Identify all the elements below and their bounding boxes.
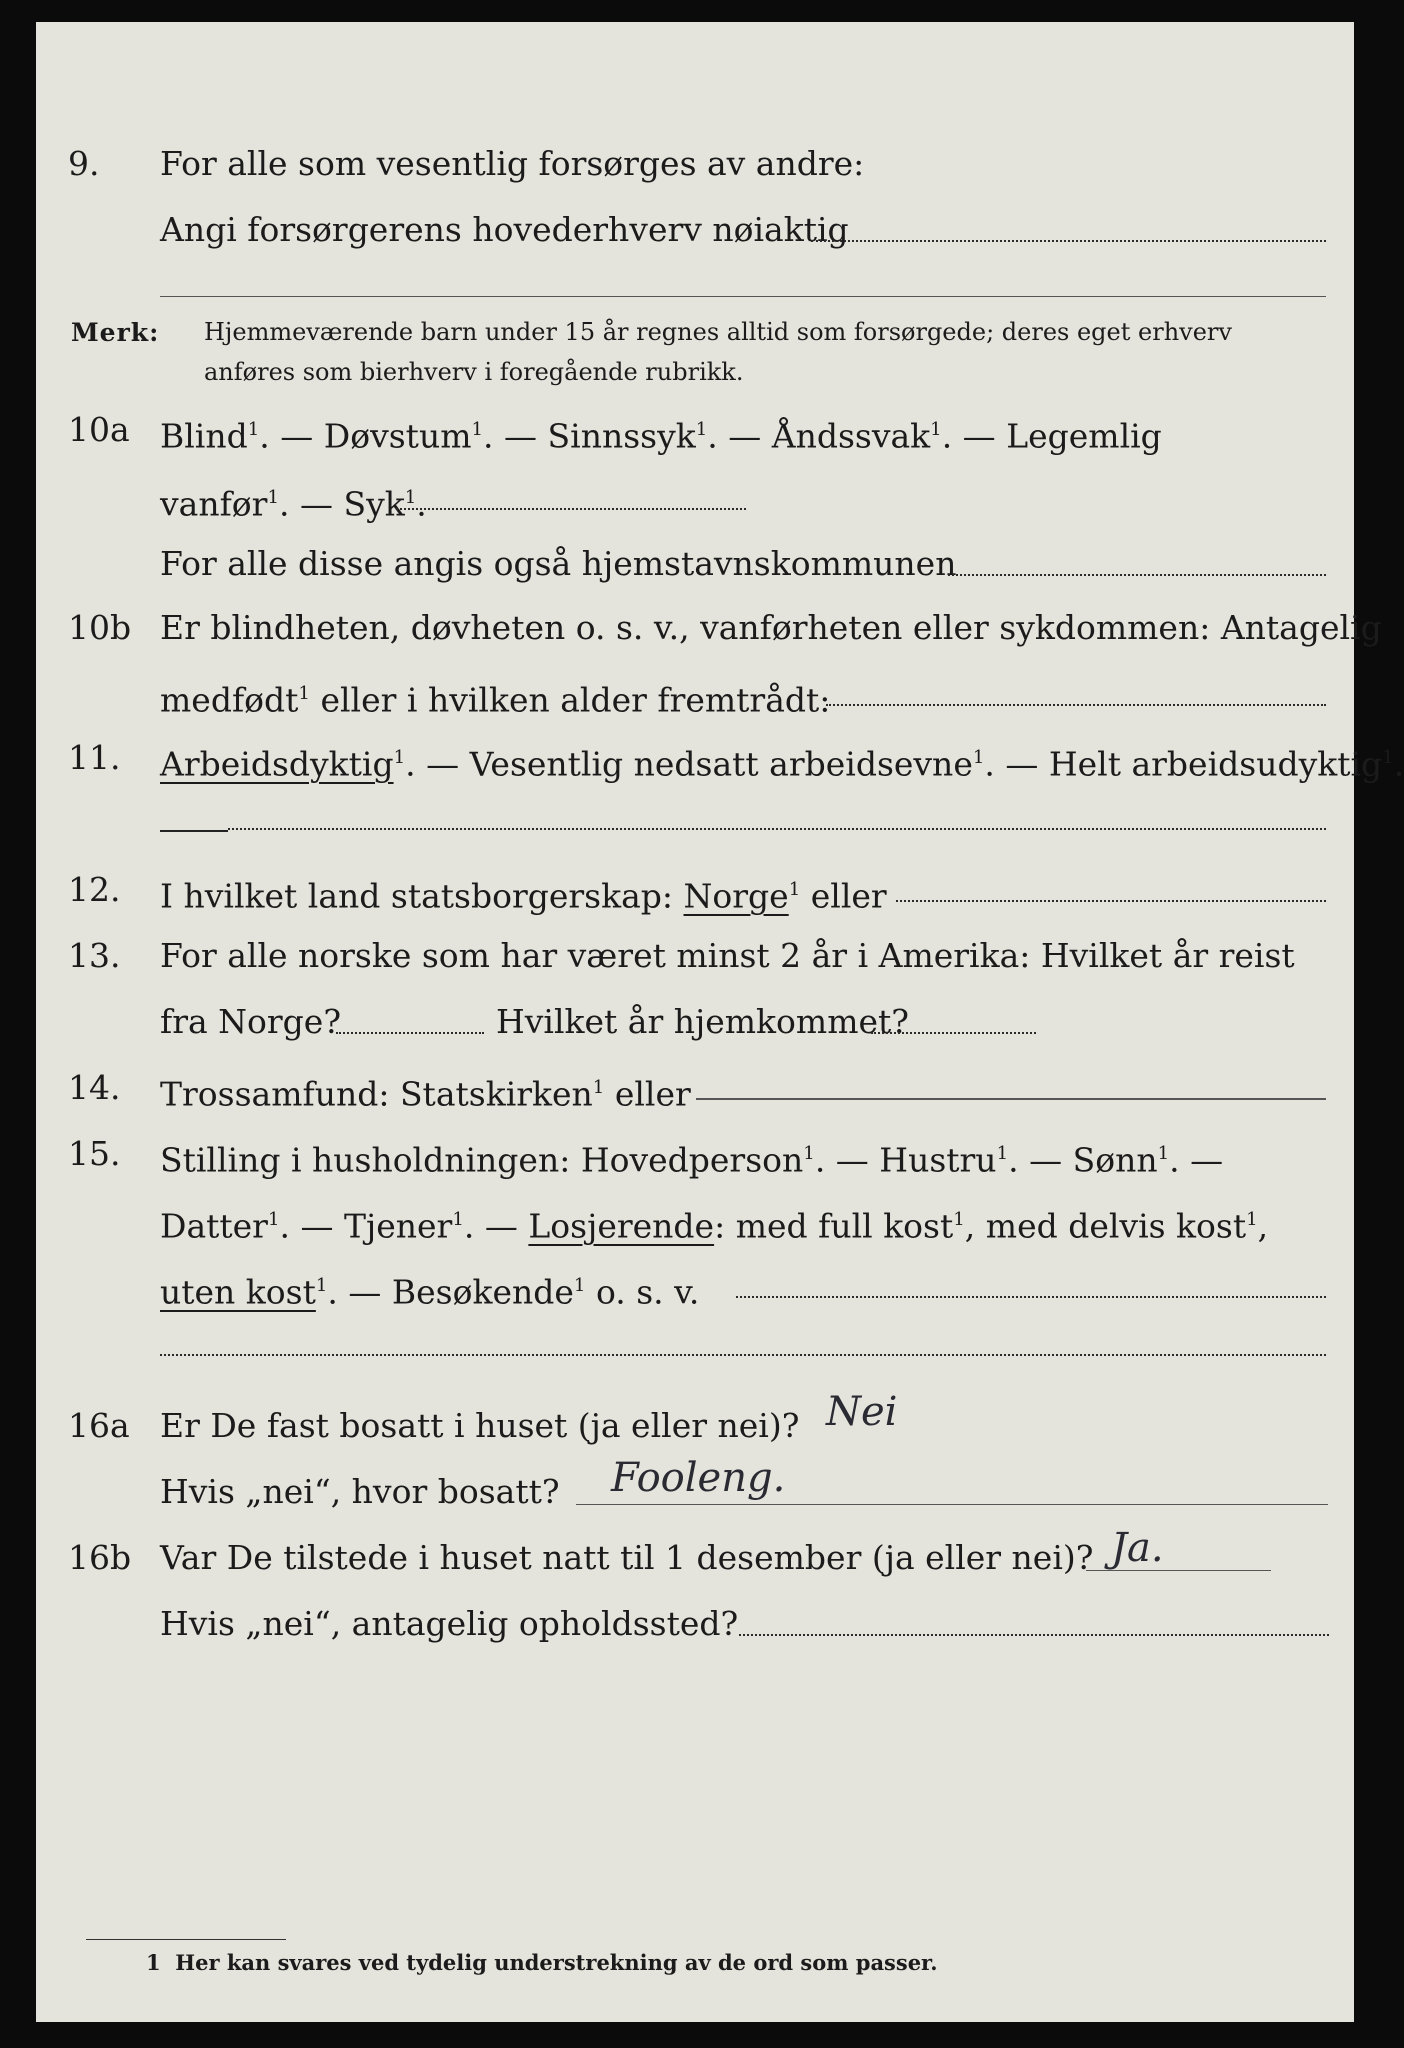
question-number: 15. <box>68 1134 121 1173</box>
question-13-line2 <box>36 1002 1354 1042</box>
question-number: 16b <box>68 1538 132 1577</box>
question-text: fra Norge? <box>160 1002 342 1041</box>
answer-line[interactable] <box>228 828 1326 830</box>
question-text: Var De tilstede i huset natt til 1 desember (ja eller nei)? <box>160 1538 1094 1577</box>
form-page <box>36 22 1404 2022</box>
question-16a <box>36 1389 1354 1446</box>
question-16b-line2 <box>36 1604 1354 1644</box>
question-text: Er De fast bosatt i huset (ja eller nei)? <box>160 1406 800 1445</box>
question-number: 16a <box>68 1406 130 1445</box>
answer-line[interactable] <box>896 900 1326 902</box>
handwritten-underline <box>160 830 228 832</box>
question-10a <box>36 410 1354 456</box>
question-text: Arbeidsdyktig$^1$. — Vesentlig nedsatt arbeidsevne$^1$. — Helt arbeidsudyktig$^1$. <box>160 744 1404 784</box>
question-text: Datter$^1$. — Tjener$^1$. — Losjerende: med full kost$^1$, med delvis kost$^1$, <box>160 1206 1269 1246</box>
question-number: 12. <box>68 870 121 909</box>
question-text: Trossamfund: Statskirken$^1$ eller <box>160 1074 691 1114</box>
answer-line[interactable] <box>826 704 1326 706</box>
question-10a-line2 <box>36 478 1354 524</box>
footnote: 1 Her kan svares ved tydelig understrekning av de ord som passer. <box>146 1950 938 1975</box>
question-text: Hvilket år hjemkommet? <box>496 1002 909 1041</box>
answer-line[interactable] <box>948 574 1326 576</box>
question-text: I hvilket land statsborgerskap: Norge$^1$ eller <box>160 876 887 916</box>
question-9-line2 <box>36 210 1354 250</box>
question-text: Angi forsørgerens hovederhverv nøiaktig <box>160 210 849 249</box>
answer-line[interactable] <box>396 508 746 510</box>
handwritten-answer: Ja. <box>1111 1525 1164 1571</box>
question-15-line2 <box>36 1200 1354 1246</box>
question-text: medfødt$^1$ eller i hvilken alder fremtrådt: <box>160 680 831 720</box>
question-10b <box>36 608 1382 648</box>
question-16b <box>36 1525 1354 1578</box>
question-number: 13. <box>68 936 121 975</box>
footnote-rule <box>86 1939 286 1940</box>
question-13 <box>36 936 1354 976</box>
question-9 <box>36 144 1354 184</box>
question-15 <box>36 1134 1354 1180</box>
question-number: 9. <box>68 144 100 183</box>
answer-line[interactable] <box>736 1296 1326 1298</box>
answer-line[interactable] <box>739 1634 1329 1636</box>
question-text: For alle disse angis også hjemstavnskommunen <box>160 544 957 583</box>
note-label: Merk: <box>71 318 160 347</box>
note-text: anføres som bierhverv i foregående rubrikk. <box>204 358 744 386</box>
question-10b-line2 <box>36 674 1354 720</box>
question-text: Hvis „nei“, antagelig opholdssted? <box>160 1604 739 1643</box>
question-10a-line3 <box>36 544 1354 584</box>
handwritten-answer: Nei <box>826 1389 898 1435</box>
answer-line[interactable] <box>160 1354 1326 1356</box>
question-number: 11. <box>68 738 121 777</box>
separator-rule <box>160 296 1326 297</box>
question-number: 10a <box>68 410 130 449</box>
note-text: Hjemmeværende barn under 15 år regnes alltid som forsørgede; deres eget erhverv <box>204 318 1232 346</box>
question-number: 10b <box>68 608 132 647</box>
question-text: Er blindheten, døvheten o. s. v., vanførheten eller sykdommen: Antagelig <box>160 608 1382 647</box>
answer-line[interactable] <box>696 1098 1326 1100</box>
question-text: uten kost$^1$. — Besøkende$^1$ o. s. v. <box>160 1272 700 1312</box>
question-text: Blind$^1$. — Døvstum$^1$. — Sinnssyk$^1$. — Åndssvak$^1$. — Legemlig <box>160 416 1162 456</box>
handwritten-answer: Fooleng. <box>611 1455 786 1501</box>
question-text: For alle norske som har været minst 2 år i Amerika: Hvilket år reist <box>160 936 1295 975</box>
question-16a-line2 <box>36 1455 1354 1512</box>
question-15-line3 <box>36 1266 1354 1312</box>
question-14 <box>36 1068 1354 1114</box>
question-text: Hvis „nei“, hvor bosatt? <box>160 1472 560 1511</box>
question-11 <box>36 738 1404 784</box>
answer-line-hjemkommet[interactable] <box>871 1032 1036 1034</box>
answer-line[interactable] <box>576 1504 1328 1505</box>
answer-line-reist[interactable] <box>336 1032 484 1034</box>
answer-line[interactable] <box>811 240 1326 242</box>
question-text: Stilling i husholdningen: Hovedperson$^1$. — Hustru$^1$. — Sønn$^1$. — <box>160 1140 1224 1180</box>
question-text: vanfør$^1$. — Syk$^1$. <box>160 484 427 524</box>
question-text: For alle som vesentlig forsørges av andre: <box>160 144 865 183</box>
question-number: 14. <box>68 1068 121 1107</box>
question-12 <box>36 870 1354 916</box>
